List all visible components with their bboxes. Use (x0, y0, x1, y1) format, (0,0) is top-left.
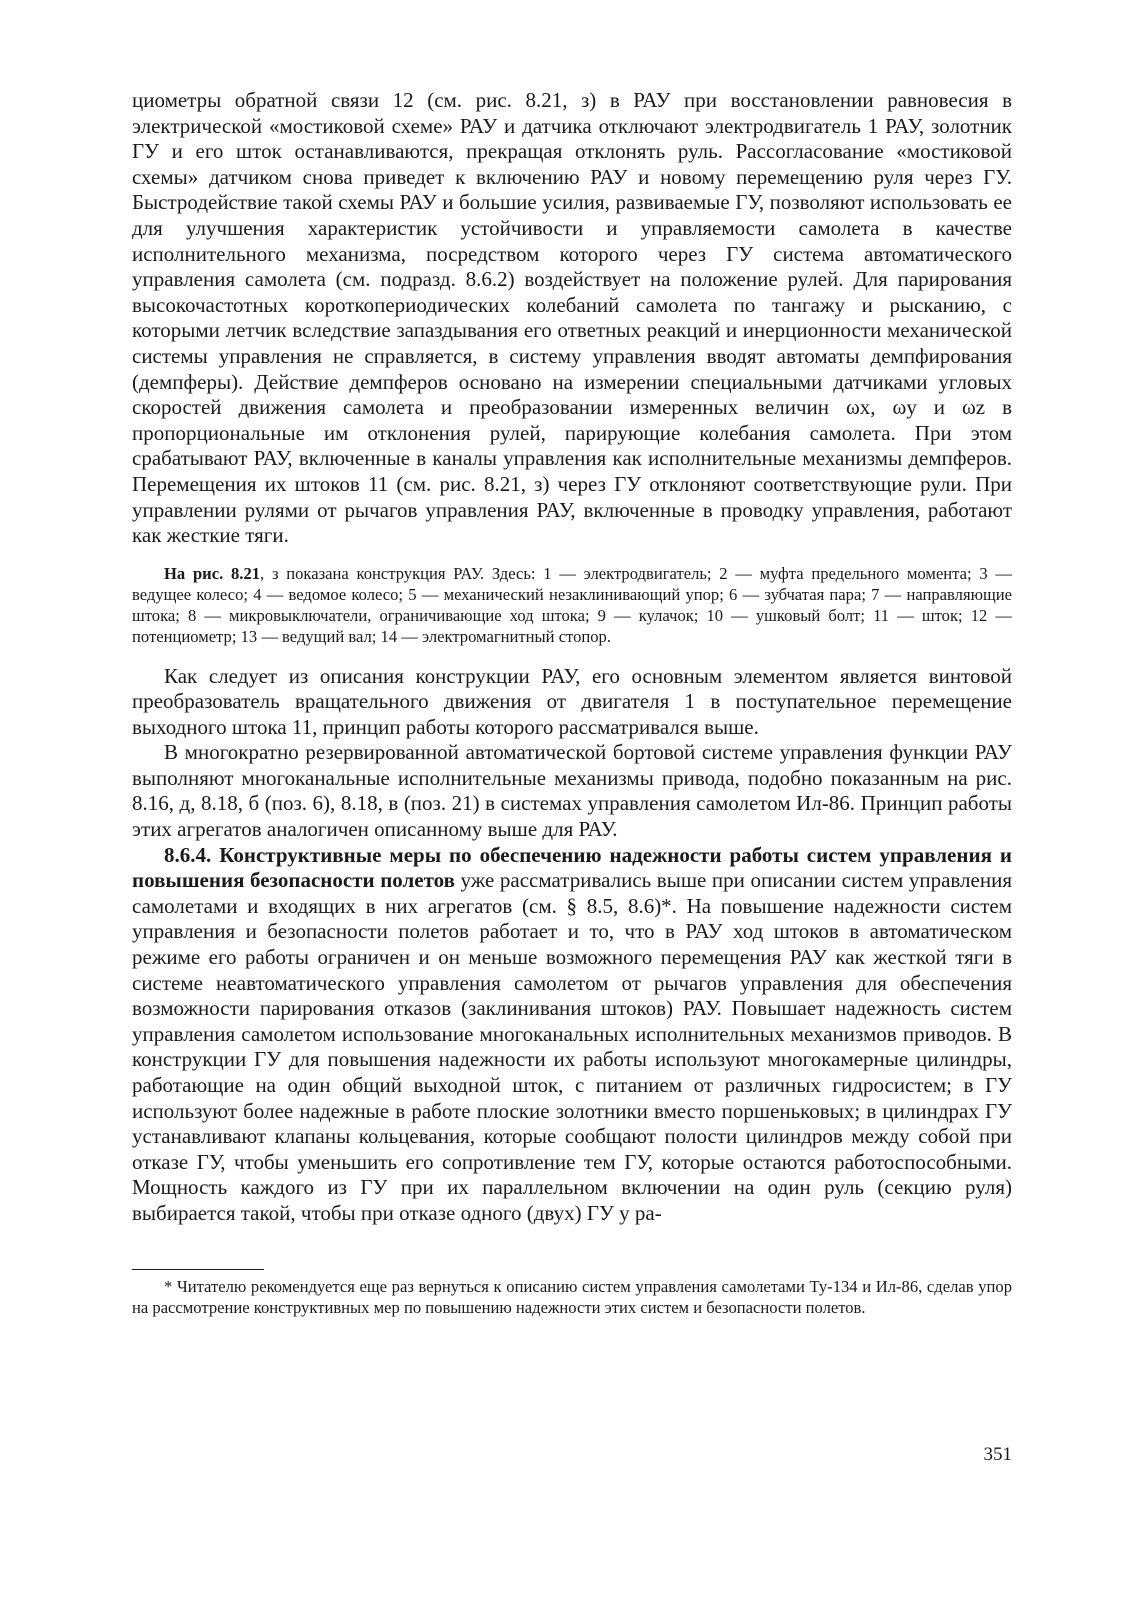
figure-caption-text: , з показана конструкция РАУ. Здесь: 1 — электродвигатель; 2 — муфта предельного момента; 3 — ведущее колесо; 4 — ведомое колесо; 5 — механический незаклинивающий упор; 6 — зубчатая пара; 7 — направляющие штока; 8 — микровыключатели, ограничивающие ход штока; 9 — кулачок; 10 — ушковый болт; 11 — шток; 12 — потенциометр; 13 — ведущий вал; 14 — электромагнитный стопор. (132, 563, 1012, 647)
section-paragraph (132, 843, 1012, 1227)
footnote: * Читателю рекомендуется еще раз вернуться к описанию систем управления самолетами Ту-134 и Ил-86, сделав упор на рассмотрение конструктивных мер по повышению надежности этих систем и безопасности полетов. (132, 1276, 1012, 1317)
page-content (132, 88, 1012, 1318)
body-paragraph-3: В многократно резервированной автоматической бортовой системе управления функции РАУ выполняют многоканальные исполнительные механизмы привода, подобно показанным на рис. 8.16, д, 8.18, б (поз. 6), 8.18, в (поз. 21) в системах управления самолетом Ил-86. Принцип работы этих агрегатов аналогичен описанному выше для РАУ. (132, 740, 1012, 842)
body-paragraph-4: уже рассматривались выше при описании систем управления самолетами и входящих в них агрегатов (см. § 8.5, 8.6)*. На повышение надежности систем управления и безопасности полетов работает и то, что в РАУ ход штоков в автоматическом режиме его работы ограничен и он меньше возможного перемещения РАУ как жесткой тяги в системе неавтоматического управления самолетом от рычагов управления для обеспечения возможности парирования отказов (заклинивания штоков) РАУ. Повышает надежность систем управления самолетом использование многоканальных исполнительных механизмов приводов. В конструкции ГУ для повышения надежности их работы используют многокамерные цилиндры, работающие на один общий выходной шток, с питанием от различных гидросистем; в ГУ используют более надежные в работе плоские золотники вместо поршеньковых; в цилиндрах ГУ устанавливают клапаны кольцевания, которые сообщают полости цилиндров между собой при отказе ГУ, чтобы уменьшить его сопротивление тем ГУ, которые остаются работоспособными. Мощность каждого из ГУ при их параллельном включении на один руль (секцию руля) выбирается такой, чтобы при отказе одного (двух) ГУ у ра- (132, 868, 1012, 1225)
page-number: 351 (983, 1444, 1012, 1465)
section-heading: 8.6.4. Конструктивные меры по обеспечению надежности работы систем управления и повышения безопасности полетов (132, 842, 1012, 893)
body-paragraph-2: Как следует из описания конструкции РАУ, его основным элементом является винтовой преобразователь вращательного движения от двигателя 1 в поступательное перемещение выходного штока 11, принцип работы которого рассматривался выше. (132, 663, 1012, 739)
body-paragraph-1: циометры обратной связи 12 (см. рис. 8.21, з) в РАУ при восстановлении равновесия в электрической «мостиковой схеме» РАУ и датчика отключают электродвигатель 1 РАУ, золотник ГУ и его шток останавливаются, прекращая отклонять руль. Рассогласование «мостиковой схемы» датчиком снова приведет к включению РАУ и новому перемещению руля через ГУ. Быстродействие такой схемы РАУ и большие усилия, развиваемые ГУ, позволяют использовать ее для улучшения характеристик устойчивости и управляемости самолета в качестве исполнительного механизма, посредством которого через ГУ система автоматического управления самолета (см. подразд. 8.6.2) воздействует на положение рулей. Для парирования высокочастотных короткопериодических колебаний самолета по тангажу и рысканию, с которыми летчик вследствие запаздывания его ответных реакций и инерционности механической системы управления не справляется, в систему управления вводят автоматы демпфирования (демпферы). Действие демпферов основано на измерении специальными датчиками угловых скоростей движения самолета и преобразовании измеренных величин ωx, ωy и ωz в пропорциональные им отклонения рулей, парирующие колебания самолета. При этом срабатывают РАУ, включенные в каналы управления как исполнительные механизмы демпферов. Перемещения их штоков 11 (см. рис. 8.21, з) через ГУ отклоняют соответствующие рули. При управлении рулями от рычагов управления РАУ, включенные в проводку управления, работают как жесткие тяги. (132, 88, 1012, 548)
footnote-divider (132, 1269, 264, 1270)
figure-caption (132, 563, 1012, 648)
figure-caption-lead: На рис. 8.21 (164, 563, 261, 583)
